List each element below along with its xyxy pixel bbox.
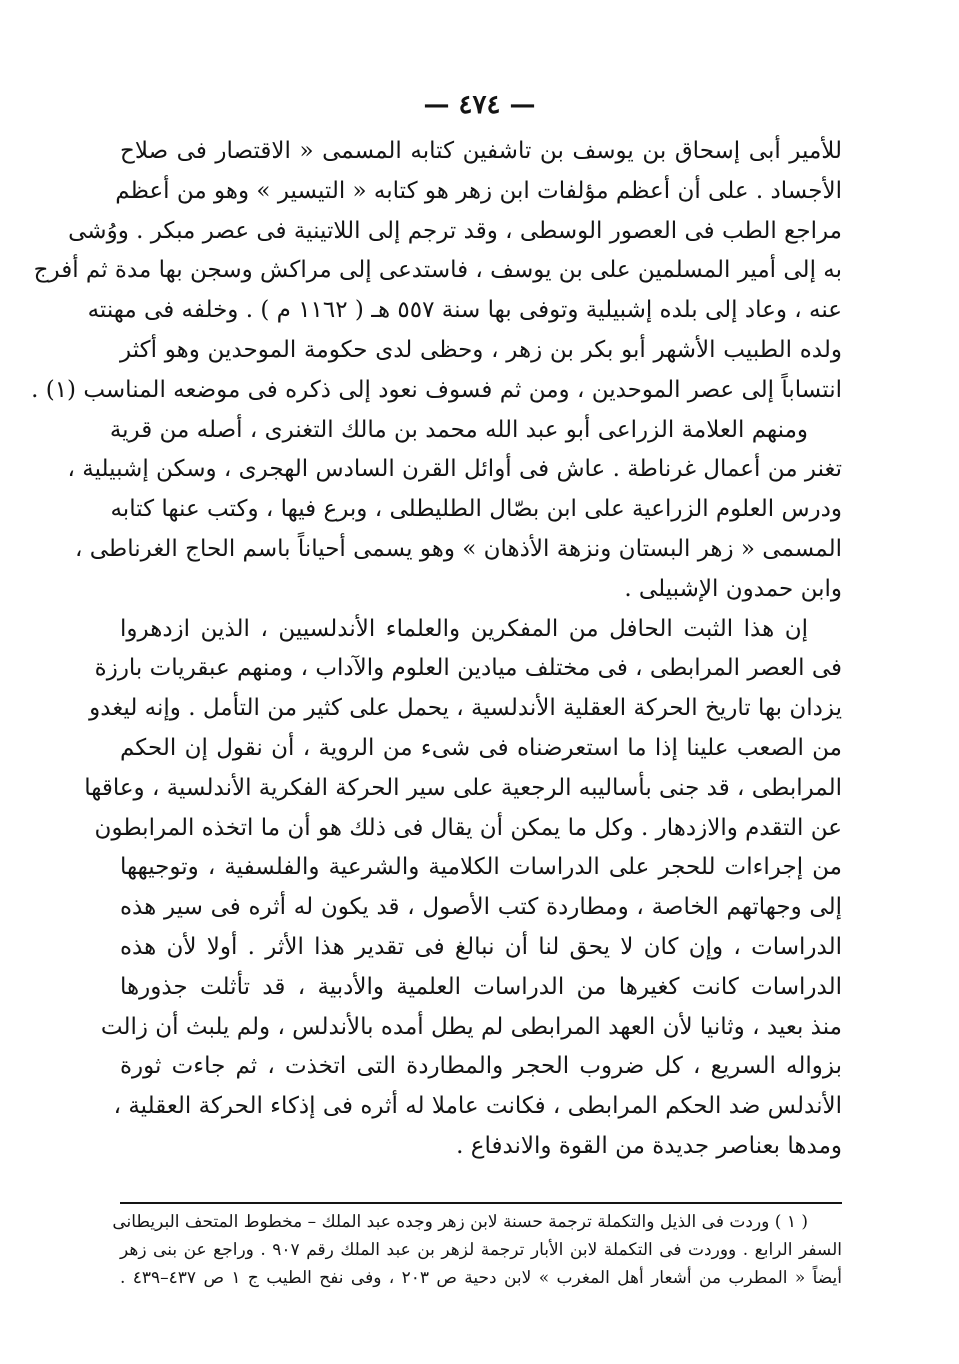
text-line-25: الأندلس ضد الحكم المرابطى ، فكانت عاملا له أثره فى إذكاء الحركة العقلية ، [113, 1093, 842, 1120]
text-line-13: إن هذا الثبت الحافل من المفكرين والعلماء الأندلسيين ، الذين ازدهروا [120, 615, 808, 642]
footnote-line-1: ( ١ ) وردت فى الذيل والتكملة ترجمة حسنة لابن زهر وجده عبد الملك – مخطوط المتحف البريطانى [112, 1212, 808, 1232]
text-line-16: من الصعب علينا إذا ما استعرضناه فى شىء من الروية ، أن نقول إن الحكم [120, 734, 842, 761]
text-line-11: المسمى « زهر البستان ونزهة الأذهان » وهو يسمى أحياناً باسم الحاج الغرناطى ، [75, 535, 842, 562]
body-text [31, 132, 842, 1167]
text-line-3: مراجع الطب فى العصور الوسطى ، وقد ترجم إلى اللاتينية فى عصر مبكر . ووُشى [68, 217, 842, 244]
footnotes [112, 1208, 842, 1292]
text-line-20: إلى وجهاتهم الخاصة ، ومطاردة كتب الأصول ، قد يكون له أثره فى سير هذه [120, 894, 842, 921]
text-line-2: الأجساد . على أن أعظم مؤلفات ابن زهر هو كتابه « التيسير » وهو من أعظم [115, 177, 842, 204]
text-line-21: الدراسات ، وإن كان لا يحق لنا أن نبالغ فى تقدير هذا الأثر . أولا لأن هذه [120, 933, 842, 960]
text-line-23: منذ بعيد ، وثانيا لأن العهد المرابطى لم يطل أمده بالأندلس ، ولم يلبث أن زالت [100, 1013, 842, 1040]
text-line-19: من إجراءات للحجر على الدراسات الكلامية والشرعية والفلسفية ، وتوجيهها [120, 854, 842, 881]
text-line-17: المرابطى ، قد جنى بأساليبه الرجعية على سير الحركة الفكرية الأندلسية ، وعاقها [84, 774, 842, 801]
text-line-7: انتساباً إلى عصر الموحدين ، ومن ثم فسوف نعود إلى ذكره فى موضعه المناسب (١) . [31, 376, 842, 403]
page-number: — ٤٧٤ — [423, 90, 536, 120]
text-line-26: ومدها بعناصر جديدة من القوة والاندفاع . [456, 1132, 842, 1159]
footnote-line-3: أيضاً « المطرب من أشعار أهل المغرب » لابن دحية ص ٢٠٣ ، وفى نفح الطيب ج ١ ص ٤٣٧–٤٣٩ . [120, 1268, 842, 1288]
text-line-6: ولده الطبيب الأشهر أبو بكر بن زهر ، وحظى لدى حكومة الموحدين وهو أكثر [120, 336, 842, 363]
text-line-4: به إلى أمير المسلمين على بن يوسف ، فاستدعى إلى مراكش وسجن بها مدة ثم أفرج [33, 257, 842, 284]
footnote-line-2: السفر الرابع . ووردت فى التكملة لابن الأبار ترجمة لزهر بن عبد الملك رقم ٩٠٧ . وراجع عن بنى زهر [120, 1240, 842, 1260]
text-line-15: يزدان بها تاريخ الحركة العقلية الأندلسية ، يحمل على كثير من التأمل . وإنه ليغدو [89, 695, 842, 722]
footnote-divider [120, 1202, 842, 1204]
text-line-18: عن التقدم والازدهار . وكل ما يمكن أن يقال فى ذلك هو أن ما اتخذه المرابطون [94, 814, 842, 841]
text-line-8: ومنهم العلامة الزراعى أبو عبد الله محمد بن مالك التغنرى ، أصله من قرية [109, 416, 808, 443]
text-line-14: فى العصر المرابطى ، فى مختلف ميادين العلوم والآداب ، ومنهم عبقريات بارزة [94, 655, 842, 682]
text-line-22: الدراسات كانت كغيرها من الدراسات العلمية والأدبية ، قد تأثلت جذورها [120, 973, 842, 1000]
text-line-10: ودرس العلوم الزراعية على ابن بصّال الطليطلى ، وبرع فيها ، وكتب عنها كتابه [110, 496, 842, 523]
text-line-9: تغنر من أعمال غرناطة . عاش فى أوائل القرن السادس الهجرى ، وسكن إشبيلية ، [67, 456, 842, 483]
text-line-1: للأمير أبى إسحاق بن يوسف بن تاشفين كتابه المسمى « الاقتصار فى صلاح [120, 138, 842, 164]
text-line-12: وابن حمدون الإشبيلى . [624, 575, 842, 602]
text-line-5: عنه ، وعاد إلى بلده إشبيلية وتوفى بها سنة ٥٥٧ هـ ( ١١٦٢ م ) . وخلفه فى مهنته [87, 297, 842, 324]
text-line-24: بزواله السريع ، كل ضروب الحجر والمطاردة التى اتخذت ، ثم جاءت ثورة [120, 1053, 842, 1080]
